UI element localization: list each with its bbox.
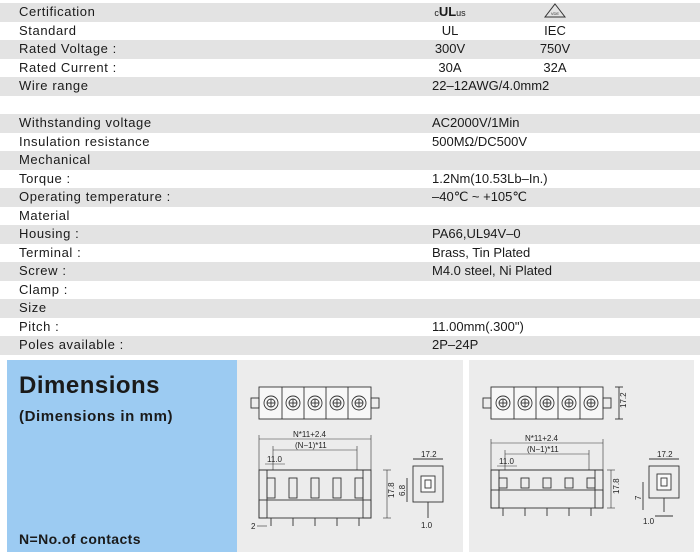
spec-value-iec: IEC (544, 22, 566, 38)
terminal-post (355, 478, 363, 498)
spec-label: Pitch : (19, 318, 60, 334)
ul-us-suffix: us (456, 8, 466, 18)
spec-value-iec: 750V (539, 41, 571, 56)
spec-value: 2P–24P (432, 337, 479, 352)
dim-overall: N*11+2.4 (293, 430, 326, 439)
dim-pin-thickness: 1.0 (421, 521, 433, 530)
dim-side-width: 17.2 (657, 450, 673, 459)
dim-pin: 2 (251, 522, 256, 531)
spec-value: Brass, Tin Plated (432, 244, 531, 260)
spec-label: Operating temperature : (19, 189, 171, 204)
dim-height: 17.8 (612, 478, 621, 494)
spec-label: Screw : (19, 263, 67, 278)
dim-pitch: 11.0 (267, 455, 282, 464)
spec-label: Size (19, 300, 47, 315)
spec-label: Standard (19, 22, 77, 38)
drawing-left (237, 360, 463, 552)
terminal-post (587, 478, 595, 488)
front-view (491, 470, 603, 516)
terminal-post (289, 478, 297, 498)
terminal-post (333, 478, 341, 498)
dimensions-title: Dimensions (19, 372, 161, 399)
spec-value: AC2000V/1Min (432, 115, 520, 130)
spec-row (0, 22, 700, 41)
spec-label: Material (19, 207, 71, 223)
vde-mark-text: VDE (550, 11, 560, 16)
terminal-post (267, 478, 275, 498)
spec-label: Rated Voltage : (19, 41, 117, 56)
spec-value: M4.0 steel, Ni Plated (432, 263, 552, 278)
spec-value: 30A (438, 59, 462, 75)
spec-row (0, 299, 700, 318)
spec-label: Certification (19, 4, 96, 19)
side-view (643, 459, 679, 516)
spec-row (0, 262, 700, 281)
side-view (407, 459, 443, 518)
spec-row (0, 281, 700, 300)
spec-row (0, 59, 700, 78)
contacts-note: N=No.of contacts (19, 531, 141, 547)
spec-value: PA66,UL94V–0 (432, 226, 521, 241)
spec-label: Mechanical (19, 152, 91, 167)
spec-row (0, 151, 700, 170)
terminal-post (499, 478, 507, 488)
spec-value: 1.2Nm(10.53Lb–In.) (432, 170, 548, 186)
spec-value: 300V (434, 41, 466, 56)
spec-row (0, 207, 700, 226)
spec-row (0, 170, 700, 189)
dim-spacing: (N−1)*11 (527, 445, 559, 454)
spec-label: Poles available : (19, 337, 124, 352)
drawing-left-svg (237, 360, 463, 552)
dim-height: 17.8 (387, 482, 396, 498)
ul-c-prefix: c (434, 8, 439, 18)
terminal-post (521, 478, 529, 488)
spec-row (0, 318, 700, 337)
spec-row (0, 225, 700, 244)
spec-label: Rated Current : (19, 59, 117, 75)
spec-row (0, 40, 700, 59)
spec-row (0, 3, 700, 22)
spec-label: Terminal : (19, 244, 82, 260)
dim-overall: N*11+2.4 (525, 434, 558, 443)
spec-label: Wire range (19, 78, 89, 93)
spec-label: Withstanding voltage (19, 115, 152, 130)
spec-value-iec: 32A (543, 59, 567, 75)
drawing-right (469, 360, 694, 552)
dim-top-height: 17.2 (619, 392, 628, 408)
dim-side-height: 6.8 (398, 484, 407, 496)
spec-row (0, 96, 700, 115)
dim-side-width: 17.2 (421, 450, 437, 459)
ul-logo: UL (438, 4, 457, 19)
spec-value: 11.00mm(.300") (432, 318, 524, 334)
dimensions-subtitle: (Dimensions in mm) (19, 408, 174, 425)
dim-side-height: 7 (634, 495, 643, 500)
dimensions-panel (7, 360, 237, 552)
spec-label: Clamp : (19, 281, 68, 297)
spec-label: Housing : (19, 226, 80, 241)
ul-certification-mark (400, 3, 500, 23)
spec-value: 22–12AWG/4.0mm2 (432, 78, 550, 93)
spec-row (0, 77, 700, 96)
spec-table (0, 3, 700, 355)
dim-pitch: 11.0 (499, 457, 514, 466)
vde-certification-mark (505, 3, 605, 24)
dim-pin-thickness: 1.0 (643, 517, 655, 526)
spec-label: Torque : (19, 170, 71, 186)
spec-label: Insulation resistance (19, 133, 151, 149)
front-view (259, 470, 371, 526)
spec-row (0, 188, 700, 207)
top-view (251, 387, 379, 419)
spec-value: –40℃ ~ +105℃ (432, 189, 527, 204)
terminal-post (543, 478, 551, 488)
drawing-right-svg (469, 360, 694, 552)
dim-spacing: (N−1)*11 (295, 441, 327, 450)
spec-row (0, 114, 700, 133)
terminal-post (565, 478, 573, 488)
spec-value: 500MΩ/DC500V (432, 133, 527, 149)
spec-row (0, 336, 700, 355)
spec-value: UL (441, 22, 459, 38)
spec-row (0, 244, 700, 263)
spec-row (0, 133, 700, 152)
terminal-post (311, 478, 319, 498)
top-view (483, 387, 623, 419)
